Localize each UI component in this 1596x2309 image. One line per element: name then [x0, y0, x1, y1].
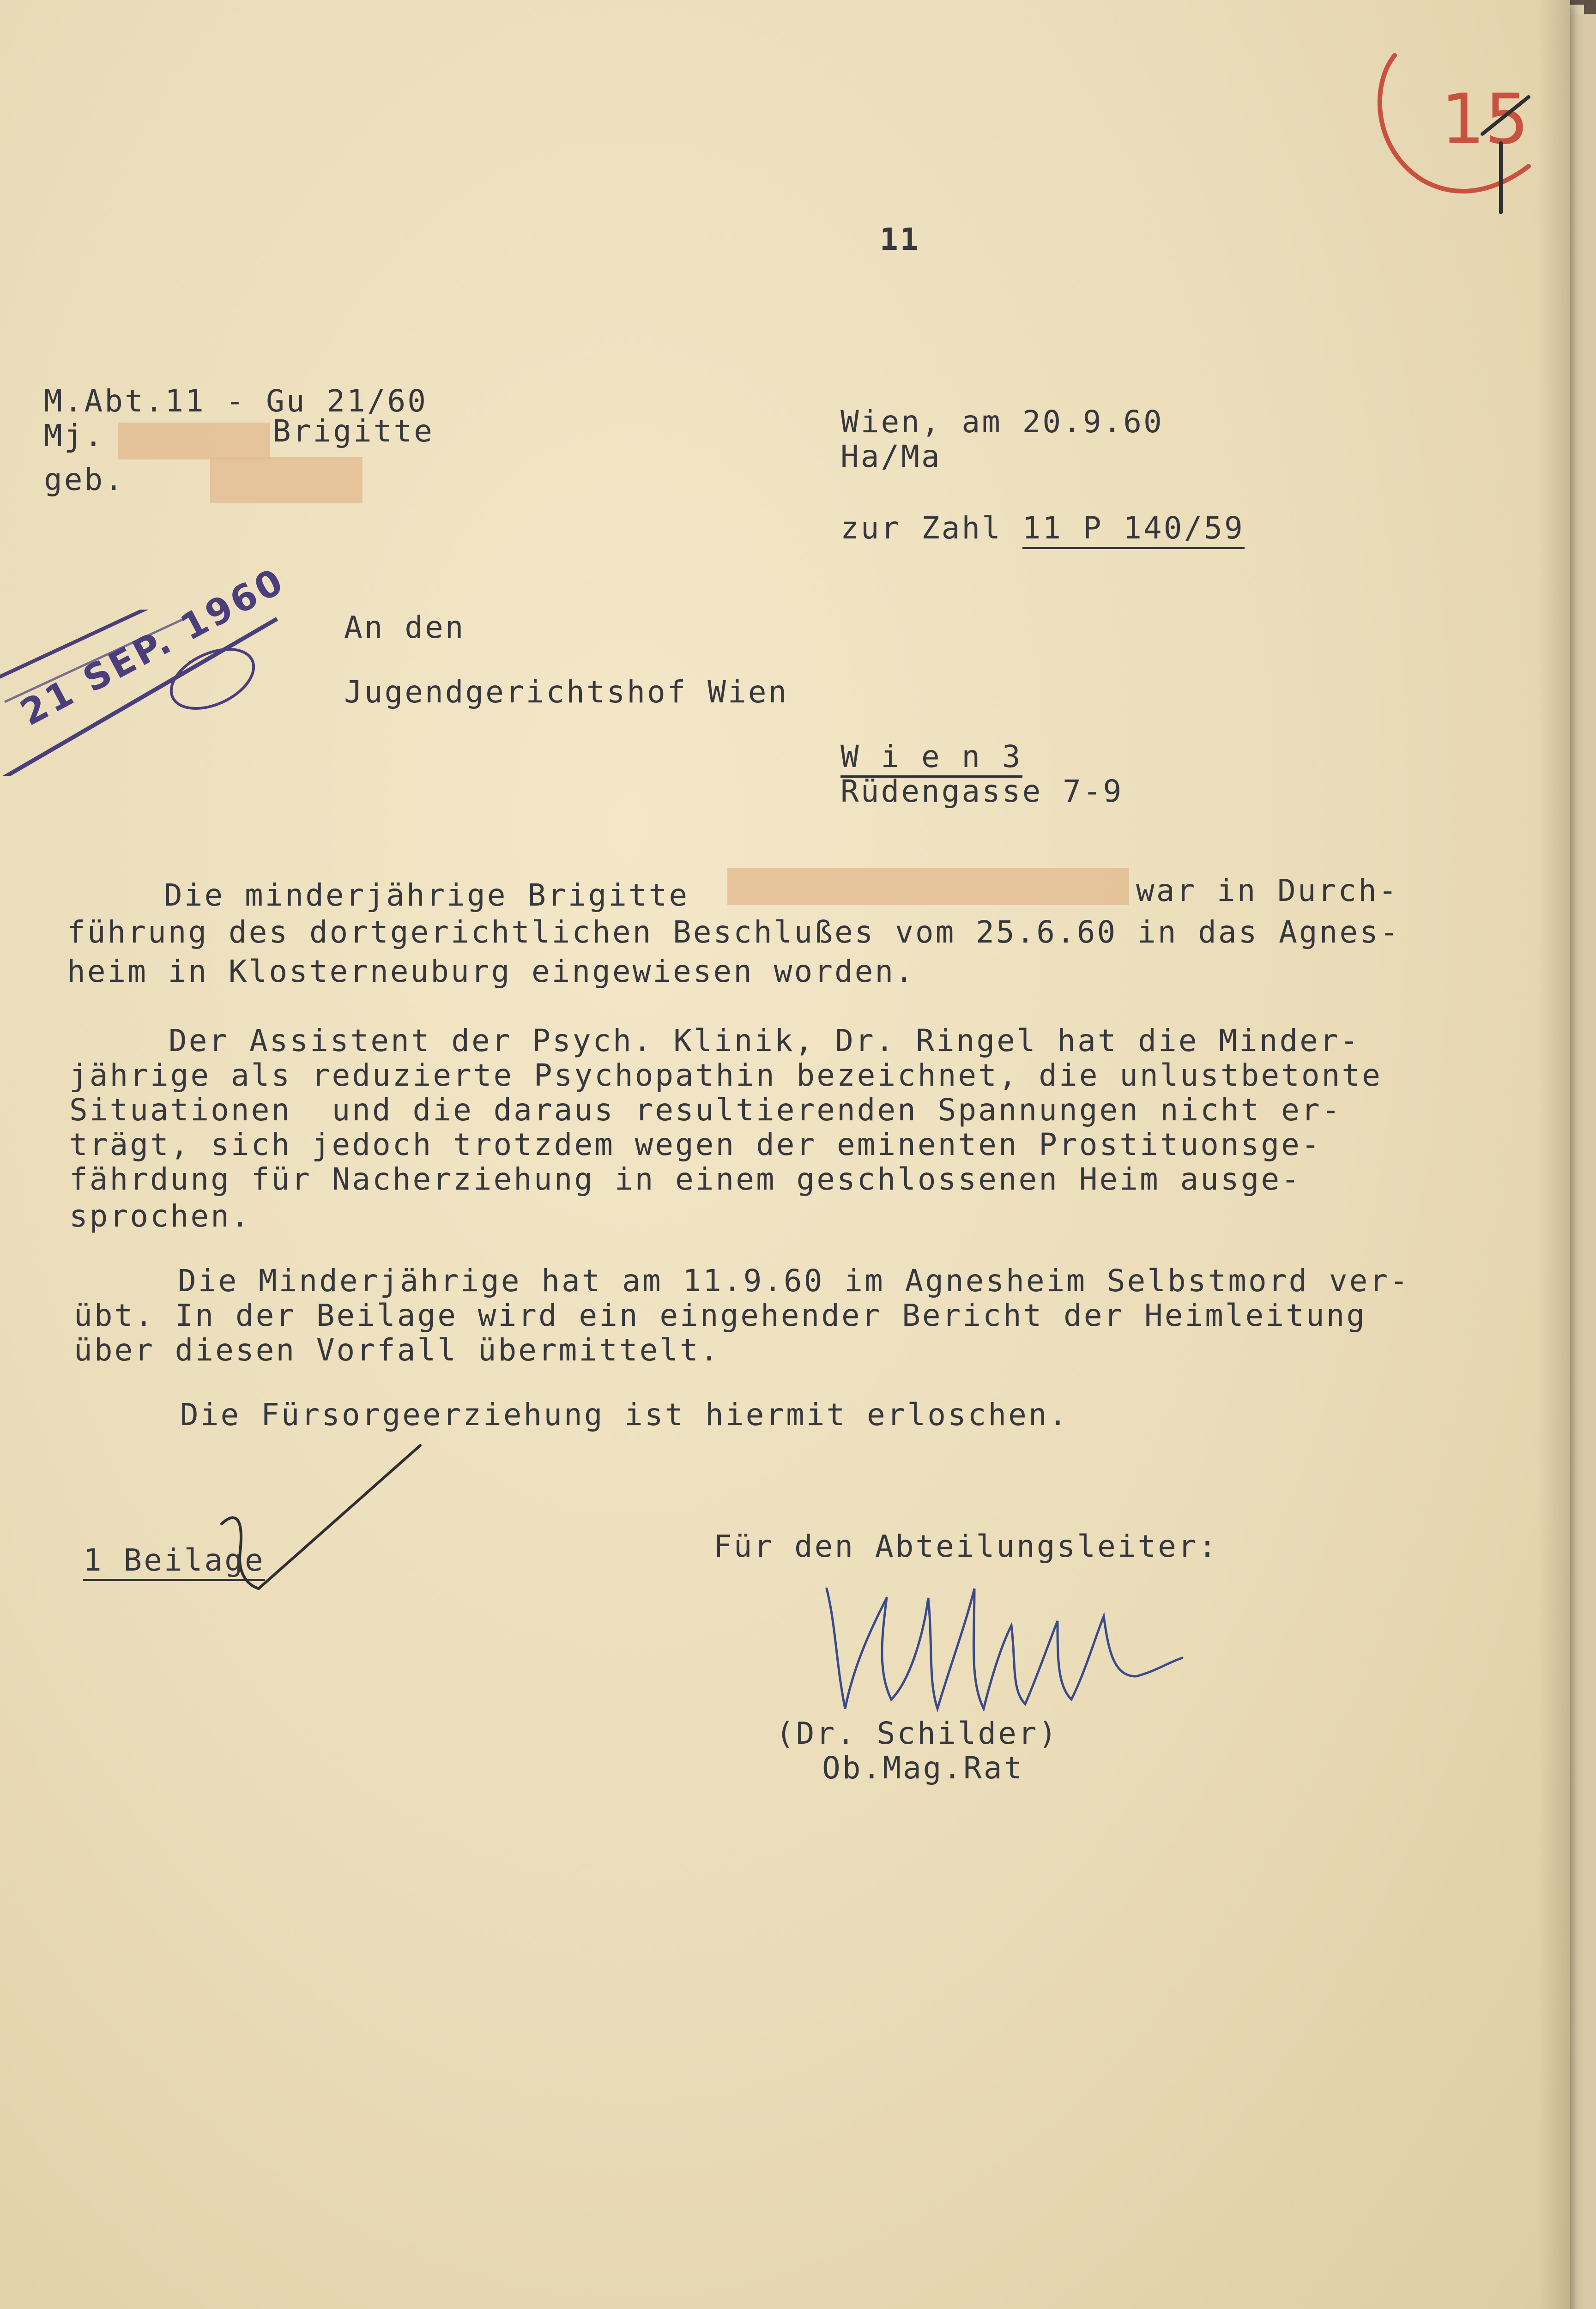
- body-p4-line1: Die Fürsorgeerziehung ist hiermit erloschen.: [180, 1397, 1069, 1433]
- place-date: Wien, am 20.9.60: [840, 404, 1164, 440]
- body-p3-line3: über diesen Vorfall übermittelt.: [74, 1332, 720, 1368]
- recipient-line1: An den: [344, 610, 466, 645]
- body-p2-line1: Der Assistent der Psych. Klinik, Dr. Ringel hat die Minder-: [169, 1023, 1360, 1058]
- first-name: Brigitte: [272, 413, 434, 449]
- body-p2-line4: trägt, sich jedoch trotzdem wegen der eminenten Prostituonsge-: [69, 1127, 1322, 1162]
- recipient-line2: Jugendgerichtshof Wien: [344, 674, 789, 710]
- body-p3-line1: Die Minderjährige hat am 11.9.60 im Agnesheim Selbstmord ver-: [178, 1263, 1410, 1299]
- recipient-line3: W i e n 3: [840, 739, 1022, 774]
- reference-line: M.Abt.11 - Gu 21/60: [44, 383, 428, 419]
- body-p2-line2: jährige als reduzierte Psychopathin bezeichnet, die unlustbetonte: [69, 1058, 1382, 1093]
- initials: Ha/Ma: [840, 439, 942, 474]
- body-p2-line6: sprochen.: [69, 1198, 251, 1234]
- reference-number: [840, 510, 1245, 546]
- redaction-birthname: [210, 457, 363, 503]
- handwritten-signature: [817, 1570, 1187, 1736]
- reference-prefix: zur Zahl: [840, 510, 1022, 546]
- page-number: 11: [880, 222, 920, 257]
- redaction-body-surname: [727, 868, 1129, 905]
- recipient-line4: Rüdengasse 7-9: [840, 774, 1124, 809]
- received-stamp-date: 21 SEP. 1960: [14, 560, 292, 734]
- reference-value: 11 P 140/59: [1022, 510, 1245, 549]
- body-p2-line5: fährdung für Nacherziehung in einem geschlossenen Heim ausge-: [69, 1161, 1301, 1197]
- closing-for-line: Für den Abteilungsleiter:: [713, 1529, 1219, 1564]
- red-pencil-mark: [1362, 28, 1556, 222]
- redaction-surname: [118, 423, 270, 459]
- body-p2-line3: Situationen und die daraus resultierenden Spannungen nicht er-: [69, 1092, 1342, 1128]
- body-p3-line2: übt. In der Beilage wird ein eingehender Bericht der Heimleitung: [74, 1298, 1367, 1333]
- red-mark-number: 15: [1441, 79, 1529, 160]
- body-p1-line2: führung des dortgerichtlichen Beschlußes vom 25.6.60 in das Agnes-: [67, 914, 1400, 950]
- geb-label: geb.: [44, 462, 125, 497]
- signatory-title: Ob.Mag.Rat: [822, 1750, 1024, 1786]
- mj-label: Mj.: [44, 418, 105, 453]
- page-edge-shadow: [1538, 0, 1570, 2309]
- signatory-name: (Dr. Schilder): [776, 1716, 1059, 1751]
- body-p1-line1b: war in Durch-: [1136, 873, 1399, 908]
- enclosure-note: 1 Beilage: [83, 1542, 265, 1578]
- body-p1-line3: heim in Klosterneuburg eingewiesen worden.: [67, 954, 915, 989]
- body-p1-line1a: Die minderjährige Brigitte: [164, 877, 689, 913]
